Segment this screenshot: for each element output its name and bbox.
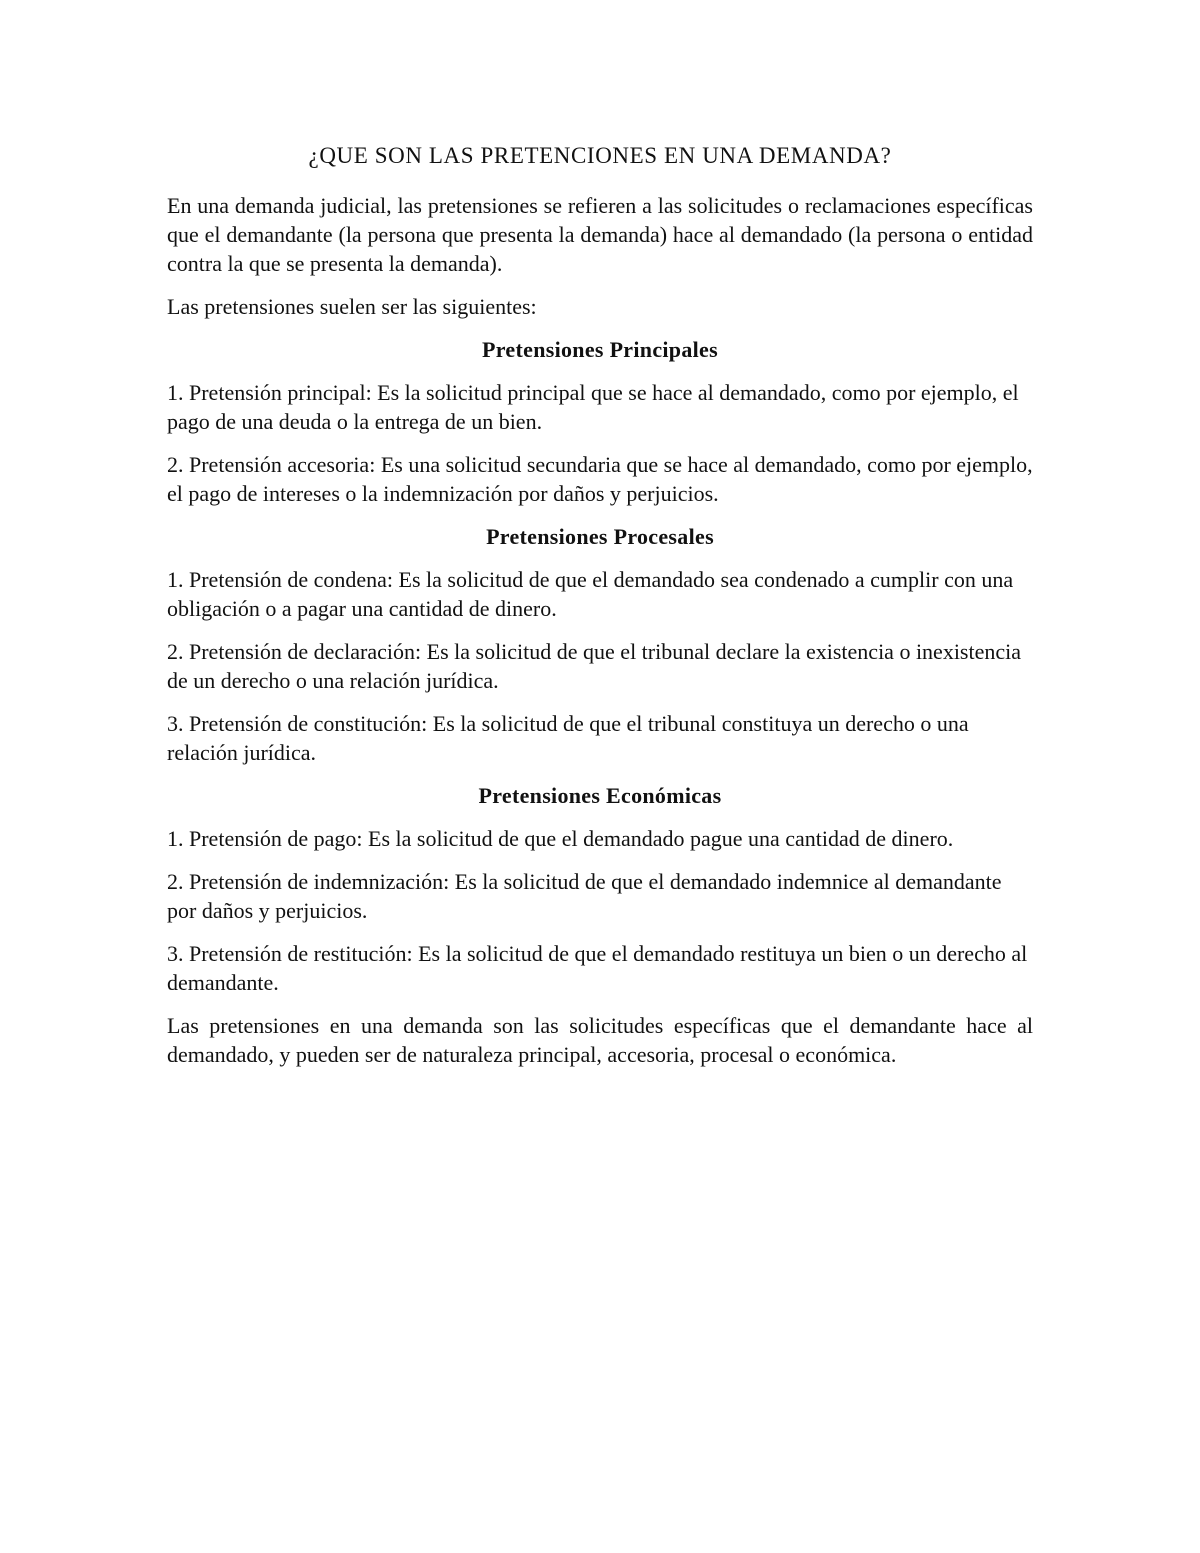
- section-procesales: [167, 522, 1033, 767]
- list-item: 2. Pretensión accesoria: Es una solicitud secundaria que se hace al demandado, como por ejemplo, el pago de intereses o la indemnización por daños y perjuicios.: [167, 452, 1033, 506]
- list-item: 3. Pretensión de constitución: Es la solicitud de que el tribunal constituya un derecho o una relación jurídica.: [167, 711, 969, 765]
- lead-paragraph: Las pretensiones suelen ser las siguientes:: [167, 294, 537, 319]
- document-page: [167, 140, 1033, 1083]
- section-heading: Pretensiones Principales: [482, 337, 718, 362]
- conclusion-paragraph: Las pretensiones en una demanda son las solicitudes específicas que el demandante hace al demandado, y pueden ser de naturaleza principal, accesoria, procesal o económica.: [167, 1013, 1033, 1067]
- list-item: 1. Pretensión de condena: Es la solicitud de que el demandado sea condenado a cumplir con una obligación o a pagar una cantidad de dinero.: [167, 567, 1014, 621]
- section-economicas: [167, 781, 1033, 997]
- list-item: 3. Pretensión de restitución: Es la solicitud de que el demandado restituya un bien o un derecho al demandante.: [167, 941, 1028, 995]
- list-item: 1. Pretensión de pago: Es la solicitud de que el demandado pague una cantidad de dinero.: [167, 826, 954, 851]
- list-item: 2. Pretensión de indemnización: Es la solicitud de que el demandado indemnice al demandante por daños y perjuicios.: [167, 869, 1002, 923]
- list-item: 1. Pretensión principal: Es la solicitud principal que se hace al demandado, como por ejemplo, el pago de una deuda o la entrega de un bien.: [167, 380, 1019, 434]
- list-item: 2. Pretensión de declaración: Es la solicitud de que el tribunal declare la existencia o inexistencia de un derecho o una relación jurídica.: [167, 639, 1022, 693]
- intro-paragraph: En una demanda judicial, las pretensiones se refieren a las solicitudes o reclamaciones específicas que el demandante (la persona que presenta la demanda) hace al demandado (la persona o entidad contra la que se presenta la demanda).: [167, 193, 1033, 276]
- section-heading: Pretensiones Procesales: [486, 524, 714, 549]
- section-heading: Pretensiones Económicas: [478, 783, 722, 808]
- document-title: ¿QUE SON LAS PRETENCIONES EN UNA DEMANDA?: [308, 143, 892, 168]
- section-principales: [167, 335, 1033, 508]
